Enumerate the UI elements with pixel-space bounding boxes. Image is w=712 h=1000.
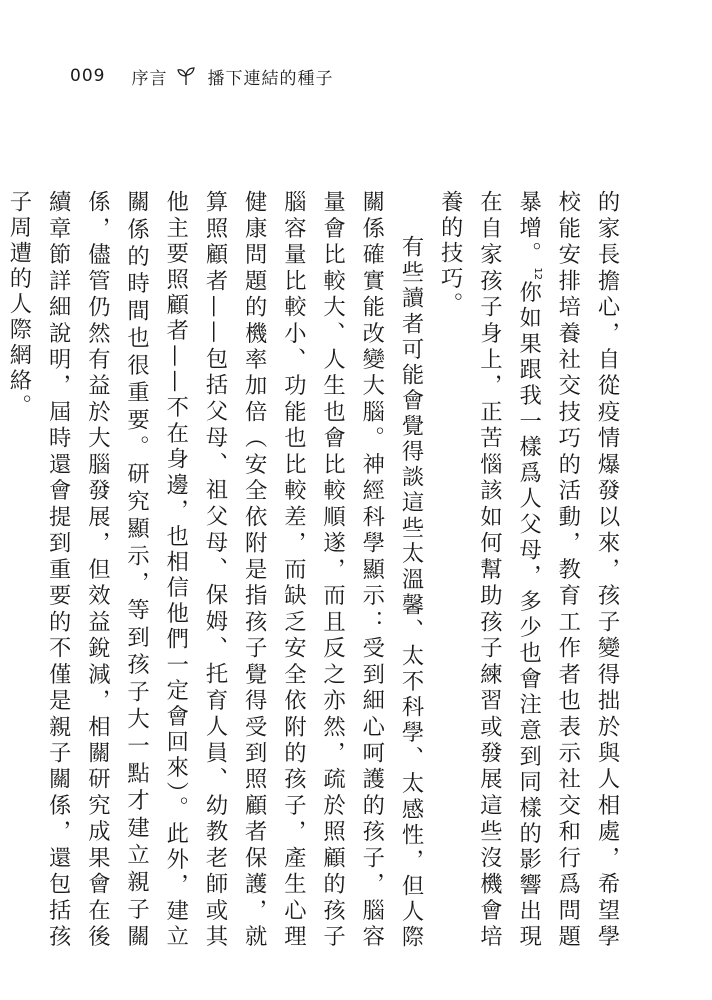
paragraph-2: 有些讀者可能會覺得談這些太溫馨、太不科學、太感性，但人際關係確實能改變大腦。神經科學顯示：受到細心呵護的孩子，腦容量會比較大、人生也會比較順遂，而且反之亦然，疏於照顧的孩子腦容量比較小、功能也比較差，而缺乏安全依附的孩子，產生心理健康問題的機率加倍（安全依附是指孩子覺得受到照顧者保護，就算照顧者——包括父母、祖父母、保姆、托育人員、幼教老師或其他主要照顧者——不在身邊，也相信他們一定會回來）。此外，建立關係的時間也很重要。研究顯示，等到孩子大一點才建立親子關係，儘管仍然有益於大腦發展，但效益銳減，相關研究成果會在後續章節詳細說明，屆時還會提到重要的不僅是親子關係，還包括孩子周遭的人際網絡。	[5, 190, 424, 950]
running-header	[70, 64, 333, 88]
paragraph-1-text-b: 你如果跟我一樣爲人父母，多少也會注意到同樣的影響出現在自家孩子身上，正苦惱該如何幫助孩子練習或發展這些沒機會培養的技巧。	[437, 190, 542, 951]
paragraph-1-text-a: 的家長擔心，自從疫情爆發以來，孩子變得拙於與人相處，希望學校能安排培養社交技巧的活動，教育工作者也表示社交和行爲問題暴增。	[515, 190, 620, 950]
page-number: 009	[70, 66, 106, 86]
section-label: 序言	[131, 68, 168, 89]
footnote-reference: 12	[532, 267, 544, 281]
paragraph-1	[430, 190, 626, 950]
chapter-title: 播下連結的種子	[207, 68, 334, 89]
main-body-text	[0, 190, 626, 950]
sprout-icon	[177, 66, 195, 86]
